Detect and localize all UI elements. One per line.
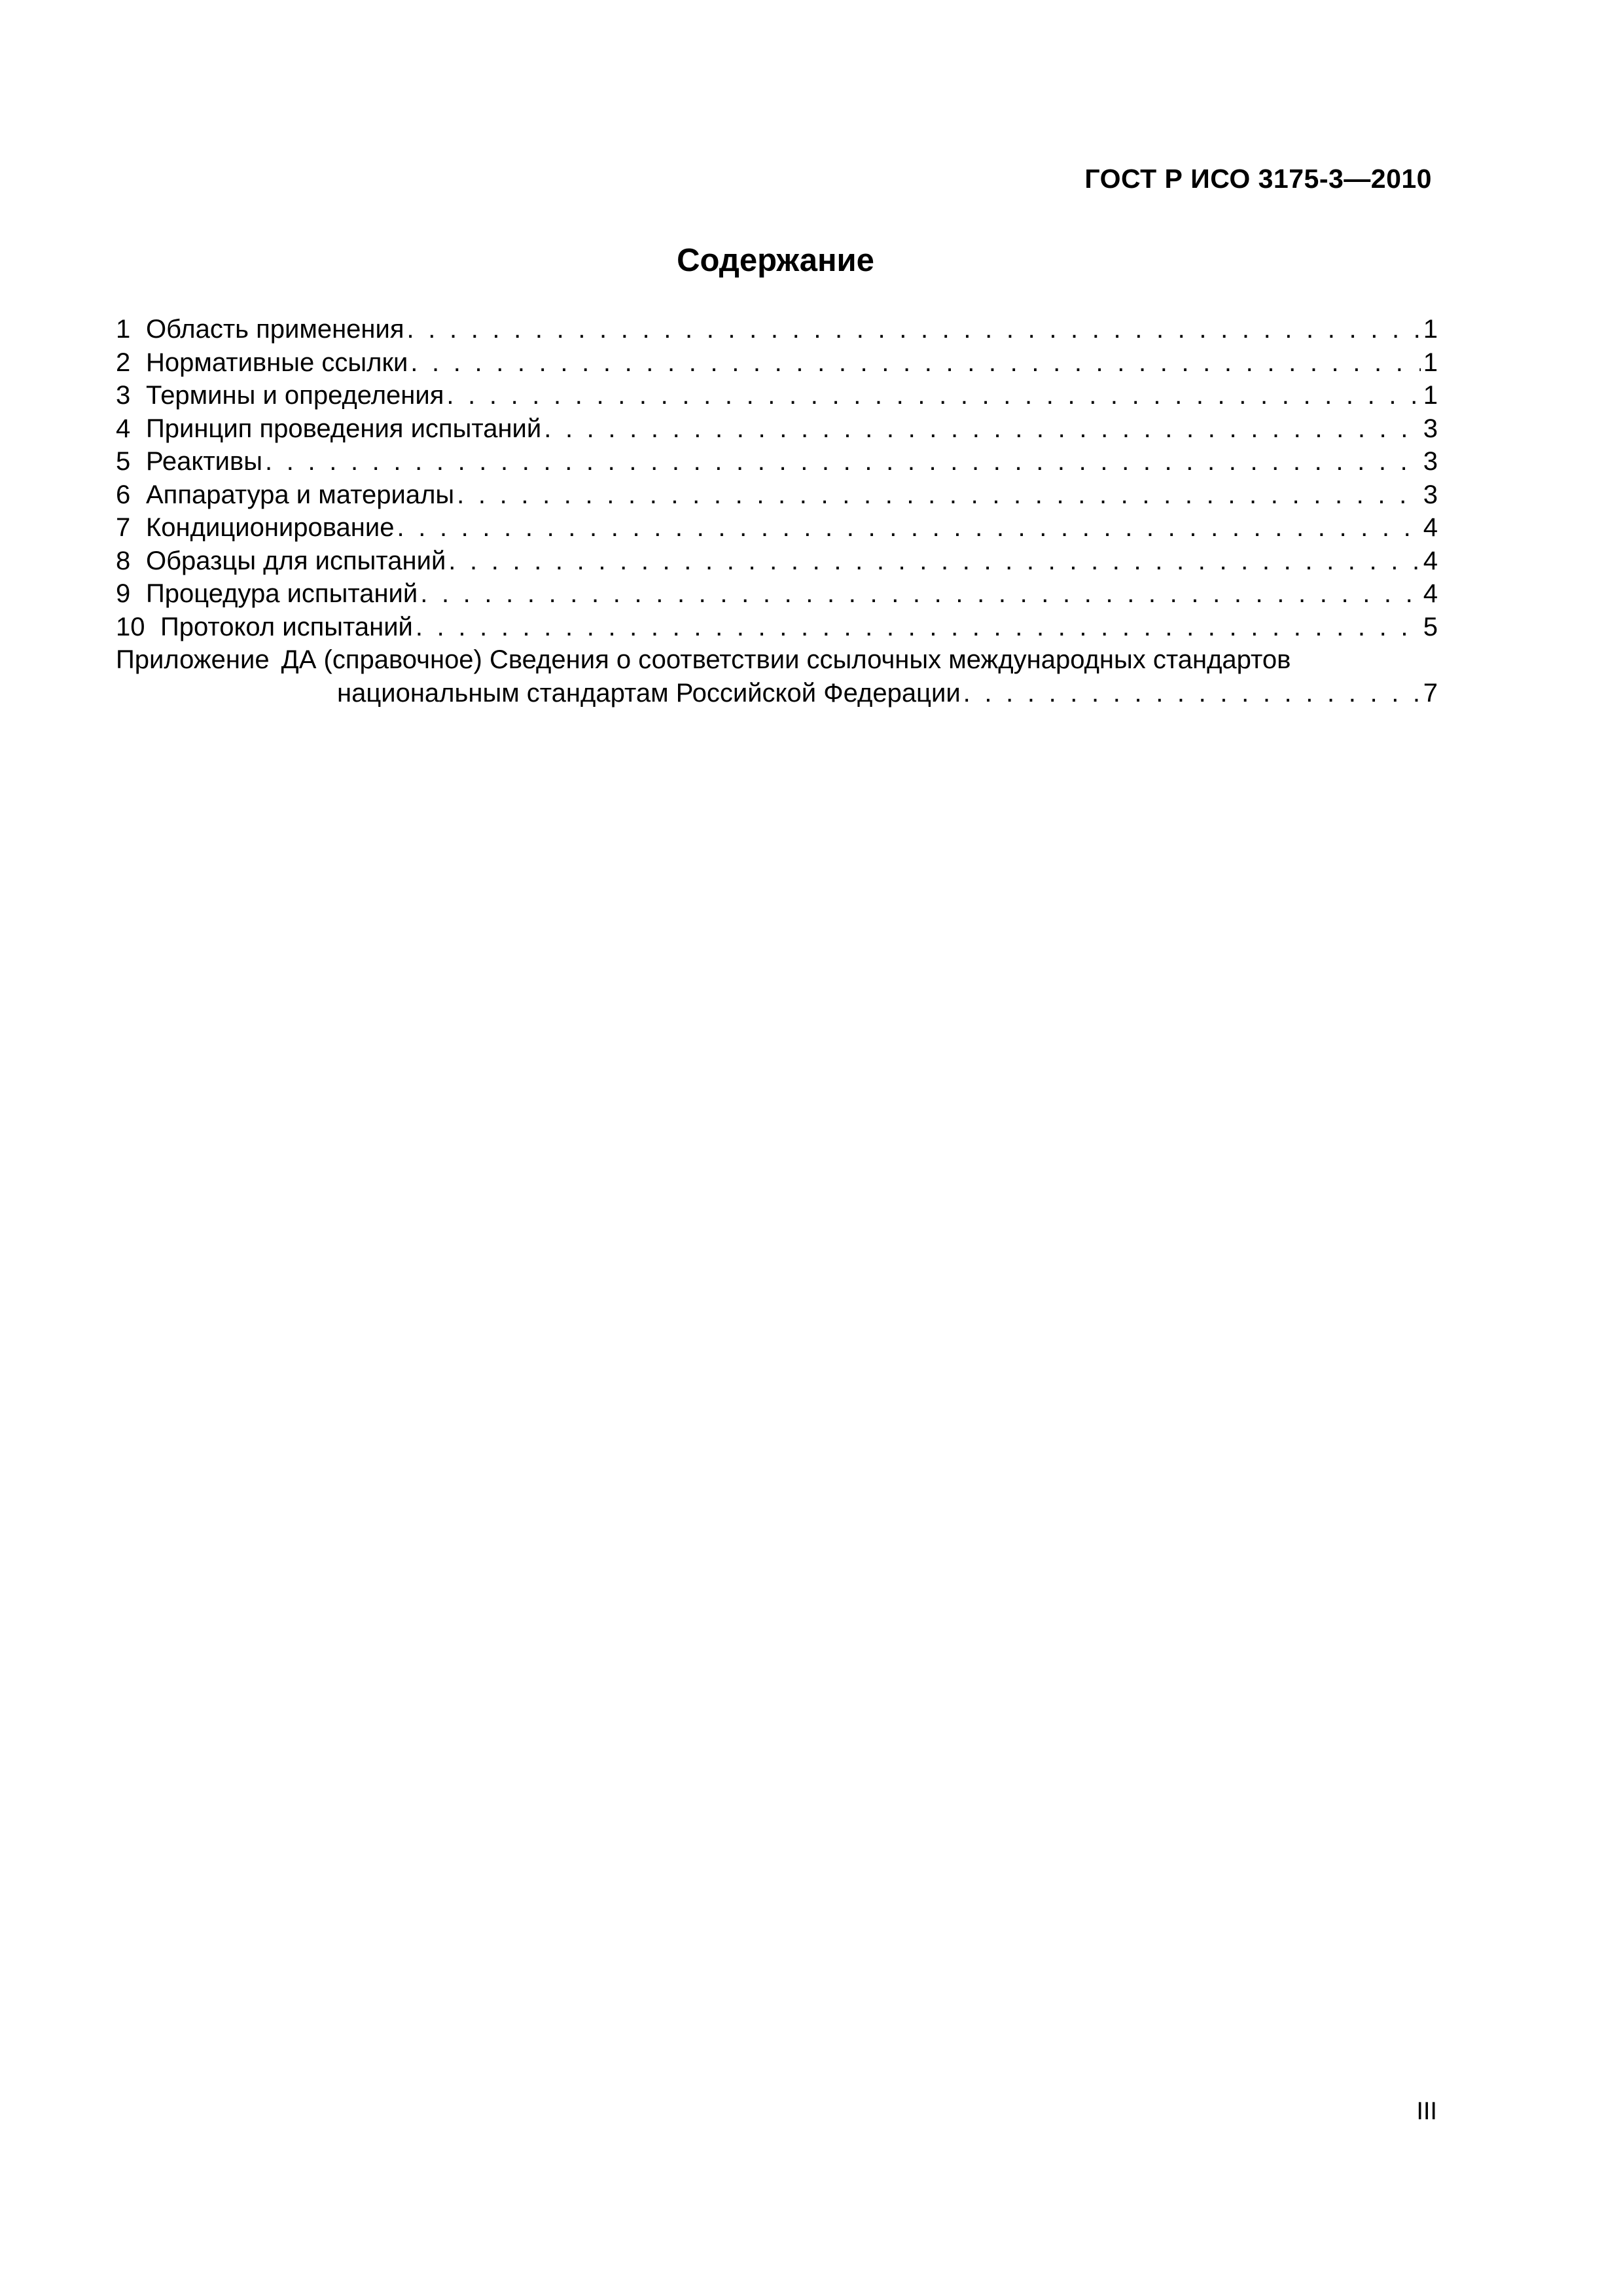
toc-annex-page: 7	[1423, 678, 1438, 708]
toc-item-title: Протокол испытаний	[160, 612, 413, 641]
toc-item-title: Термины и определения	[146, 381, 444, 410]
toc-item-number: 10	[116, 612, 145, 641]
toc-annex-label: Приложение	[116, 645, 270, 674]
toc-item-page: 5	[1423, 612, 1438, 641]
toc-item-title: Процедура испытаний	[146, 579, 418, 608]
toc-item[interactable]	[116, 313, 1438, 346]
toc-leader-dots	[446, 379, 1420, 412]
toc-item[interactable]	[116, 577, 1438, 611]
toc-item-number: 1	[116, 315, 131, 344]
toc-annex-item[interactable]	[116, 643, 1438, 709]
toc-item-page: 4	[1423, 513, 1438, 542]
toc-item-number: 8	[116, 546, 131, 575]
toc-item-page: 3	[1423, 480, 1438, 509]
toc-item-number: 5	[116, 447, 131, 476]
toc-item[interactable]	[116, 412, 1438, 446]
table-of-contents	[116, 313, 1438, 709]
toc-item-title: Нормативные ссылки	[146, 348, 408, 377]
toc-item-page: 1	[1423, 348, 1438, 377]
toc-item-number: 2	[116, 348, 131, 377]
toc-item-page: 1	[1423, 381, 1438, 410]
toc-item-page: 1	[1423, 315, 1438, 344]
toc-item-number: 6	[116, 480, 131, 509]
toc-leader-dots	[410, 346, 1420, 380]
toc-item-number: 4	[116, 414, 131, 443]
toc-item-title: Реактивы	[146, 447, 263, 476]
toc-item[interactable]	[116, 478, 1438, 512]
toc-item-title: Область применения	[146, 315, 404, 344]
toc-item-title: Аппаратура и материалы	[146, 480, 455, 509]
toc-leader-dots	[544, 412, 1421, 446]
toc-annex-title-line-1: ДА (справочное) Сведения о соответствии ссылочных международных стандартов	[281, 645, 1291, 674]
toc-item[interactable]	[116, 545, 1438, 578]
toc-item-number: 3	[116, 381, 131, 410]
toc-item[interactable]	[116, 445, 1438, 478]
toc-item[interactable]	[116, 511, 1438, 545]
toc-item-title: Кондиционирование	[146, 513, 395, 542]
toc-leader-dots	[416, 611, 1421, 644]
toc-item-number: 7	[116, 513, 131, 542]
toc-leader-dots	[457, 478, 1421, 512]
toc-leader-dots	[407, 313, 1421, 346]
toc-item-page: 3	[1423, 414, 1438, 443]
toc-item-page: 4	[1423, 546, 1438, 575]
toc-title: Содержание	[677, 243, 874, 278]
toc-annex-line-2	[116, 677, 1438, 710]
toc-annex-line-1	[116, 643, 1438, 677]
toc-leader-dots	[265, 445, 1421, 478]
toc-item-page: 4	[1423, 579, 1438, 608]
page-number: III	[1416, 2098, 1437, 2125]
toc-annex-title-line-2: национальным стандартам Российской Федерации	[337, 678, 961, 708]
toc-item-number: 9	[116, 579, 131, 608]
toc-item-page: 3	[1423, 447, 1438, 476]
toc-item-title: Образцы для испытаний	[146, 546, 446, 575]
toc-item[interactable]	[116, 611, 1438, 644]
document-code: ГОСТ Р ИСО 3175-3—2010	[1084, 164, 1432, 194]
toc-item[interactable]	[116, 379, 1438, 412]
toc-leader-dots	[963, 677, 1421, 710]
toc-leader-dots	[448, 545, 1420, 578]
toc-leader-dots	[397, 511, 1420, 545]
toc-item-title: Принцип проведения испытаний	[146, 414, 542, 443]
toc-leader-dots	[420, 577, 1421, 611]
toc-item[interactable]	[116, 346, 1438, 380]
